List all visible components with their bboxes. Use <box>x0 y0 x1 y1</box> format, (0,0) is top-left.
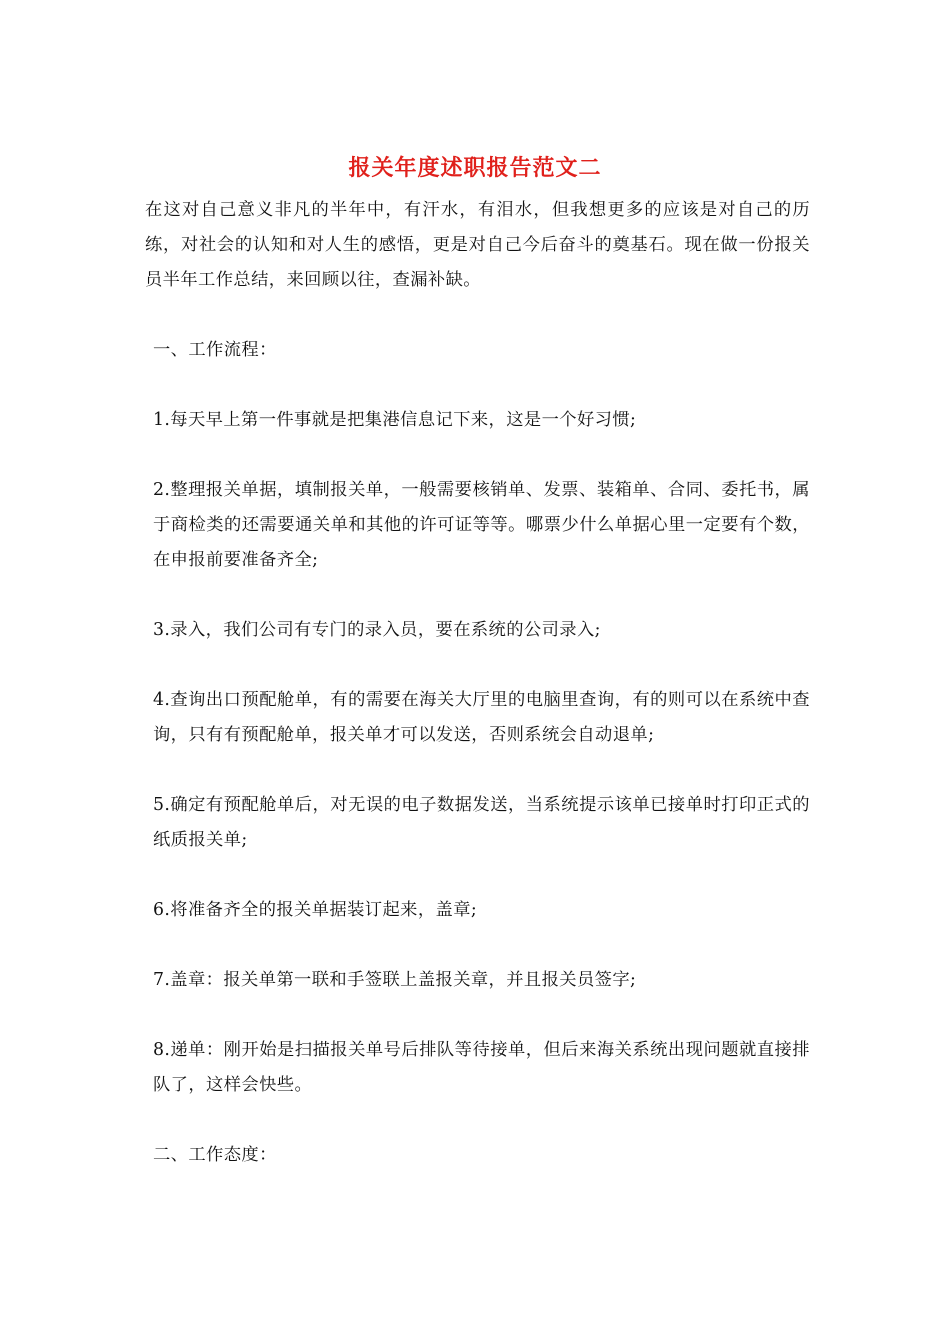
workflow-item-6: 6.将准备齐全的报关单据装订起来，盖章; <box>153 900 478 920</box>
workflow-item-8: 8.递单：刚开始是扫描报关单号后排队等待接单，但后来海关系统出现问题就直接排队了，这样会快些。 <box>153 1040 810 1095</box>
section-heading-attitude: 二、工作态度： <box>153 1145 277 1165</box>
intro-paragraph: 在这对自己意义非凡的半年中，有汗水，有泪水，但我想更多的应该是对自己的历练，对社会的认知和对人生的感悟，更是对自己今后奋斗的奠基石。现在做一份报关员半年工作总结，来回顾以往，查漏补缺。 <box>145 200 810 290</box>
document-title: 报关年度述职报告范文二 <box>348 155 602 181</box>
workflow-item-4: 4.查询出口预配舱单，有的需要在海关大厅里的电脑里查询，有的则可以在系统中查询，只有有预配舱单，报关单才可以发送，否则系统会自动退单; <box>153 690 810 745</box>
workflow-item-3: 3.录入，我们公司有专门的录入员，要在系统的公司录入; <box>153 620 601 640</box>
workflow-item-5: 5.确定有预配舱单后，对无误的电子数据发送，当系统提示该单已接单时打印正式的纸质报关单; <box>153 795 810 850</box>
workflow-item-7: 7.盖章：报关单第一联和手签联上盖报关章，并且报关员签字; <box>153 970 637 990</box>
workflow-item-1: 1.每天早上第一件事就是把集港信息记下来，这是一个好习惯; <box>153 410 637 430</box>
document-body <box>145 193 810 1173</box>
workflow-item-2: 2.整理报关单据，填制报关单，一般需要核销单、发票、装箱单、合同、委托书，属于商检类的还需要通关单和其他的许可证等等。哪票少什么单据心里一定要有个数，在申报前要准备齐全; <box>153 480 810 570</box>
section-heading-workflow: 一、工作流程： <box>153 340 277 360</box>
